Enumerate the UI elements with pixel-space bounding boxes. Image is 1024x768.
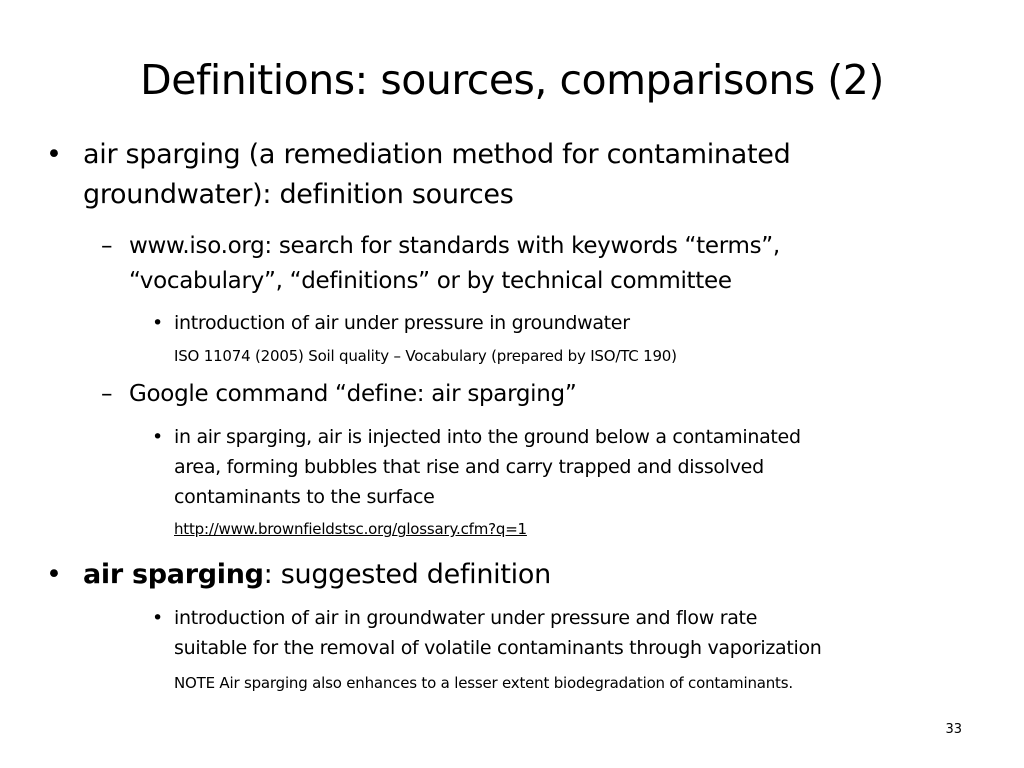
sub-2-item-marker: • [152,426,163,448]
bullet-2-note: NOTE Air sparging also enhances to a lesser extent biodegradation of contaminants. [174,674,793,692]
sub-1-line-2: “vocabulary”, “definitions” or by technical committee [129,268,732,294]
sub-1-source: ISO 11074 (2005) Soil quality – Vocabulary (prepared by ISO/TC 190) [174,347,677,365]
sub-1-item-1: introduction of air under pressure in groundwater [174,312,630,334]
bullet-2-marker: • [46,559,62,590]
sub-2-dash: – [101,381,113,407]
bullet-2-item-line-1: introduction of air in groundwater under pressure and flow rate [174,607,758,629]
sub-2-item-line-2: area, forming bubbles that rise and carry trapped and dissolved [174,456,764,478]
bullet-2-line [83,556,551,594]
page-number: 33 [945,722,962,737]
bullet-2-item-marker: • [152,607,163,629]
slide-title: Definitions: sources, comparisons (2) [140,56,884,104]
sub-2-line-1: Google command “define: air sparging” [129,381,577,407]
sub-1-dash: – [101,233,113,259]
sub-1-item-marker: • [152,312,163,334]
bullet-1-line-2: groundwater): definition sources [83,179,514,210]
bullet-2-item-line-2: suitable for the removal of volatile contaminants through vaporization [174,637,822,659]
bullet-1-marker: • [46,139,62,170]
glossary-link[interactable]: http://www.brownfieldstsc.org/glossary.cfm?q=1 [174,520,527,538]
sub-2-item-line-1: in air sparging, air is injected into the ground below a contaminated [174,426,801,448]
bullet-2-bold-term: air sparging [83,559,264,590]
bullet-1-line-1: air sparging (a remediation method for contaminated [83,139,791,170]
bullet-2-rest: : suggested definition [263,559,551,590]
sub-2-item-line-3: contaminants to the surface [174,486,435,508]
sub-1-line-1: www.iso.org: search for standards with keywords “terms”, [129,233,780,259]
